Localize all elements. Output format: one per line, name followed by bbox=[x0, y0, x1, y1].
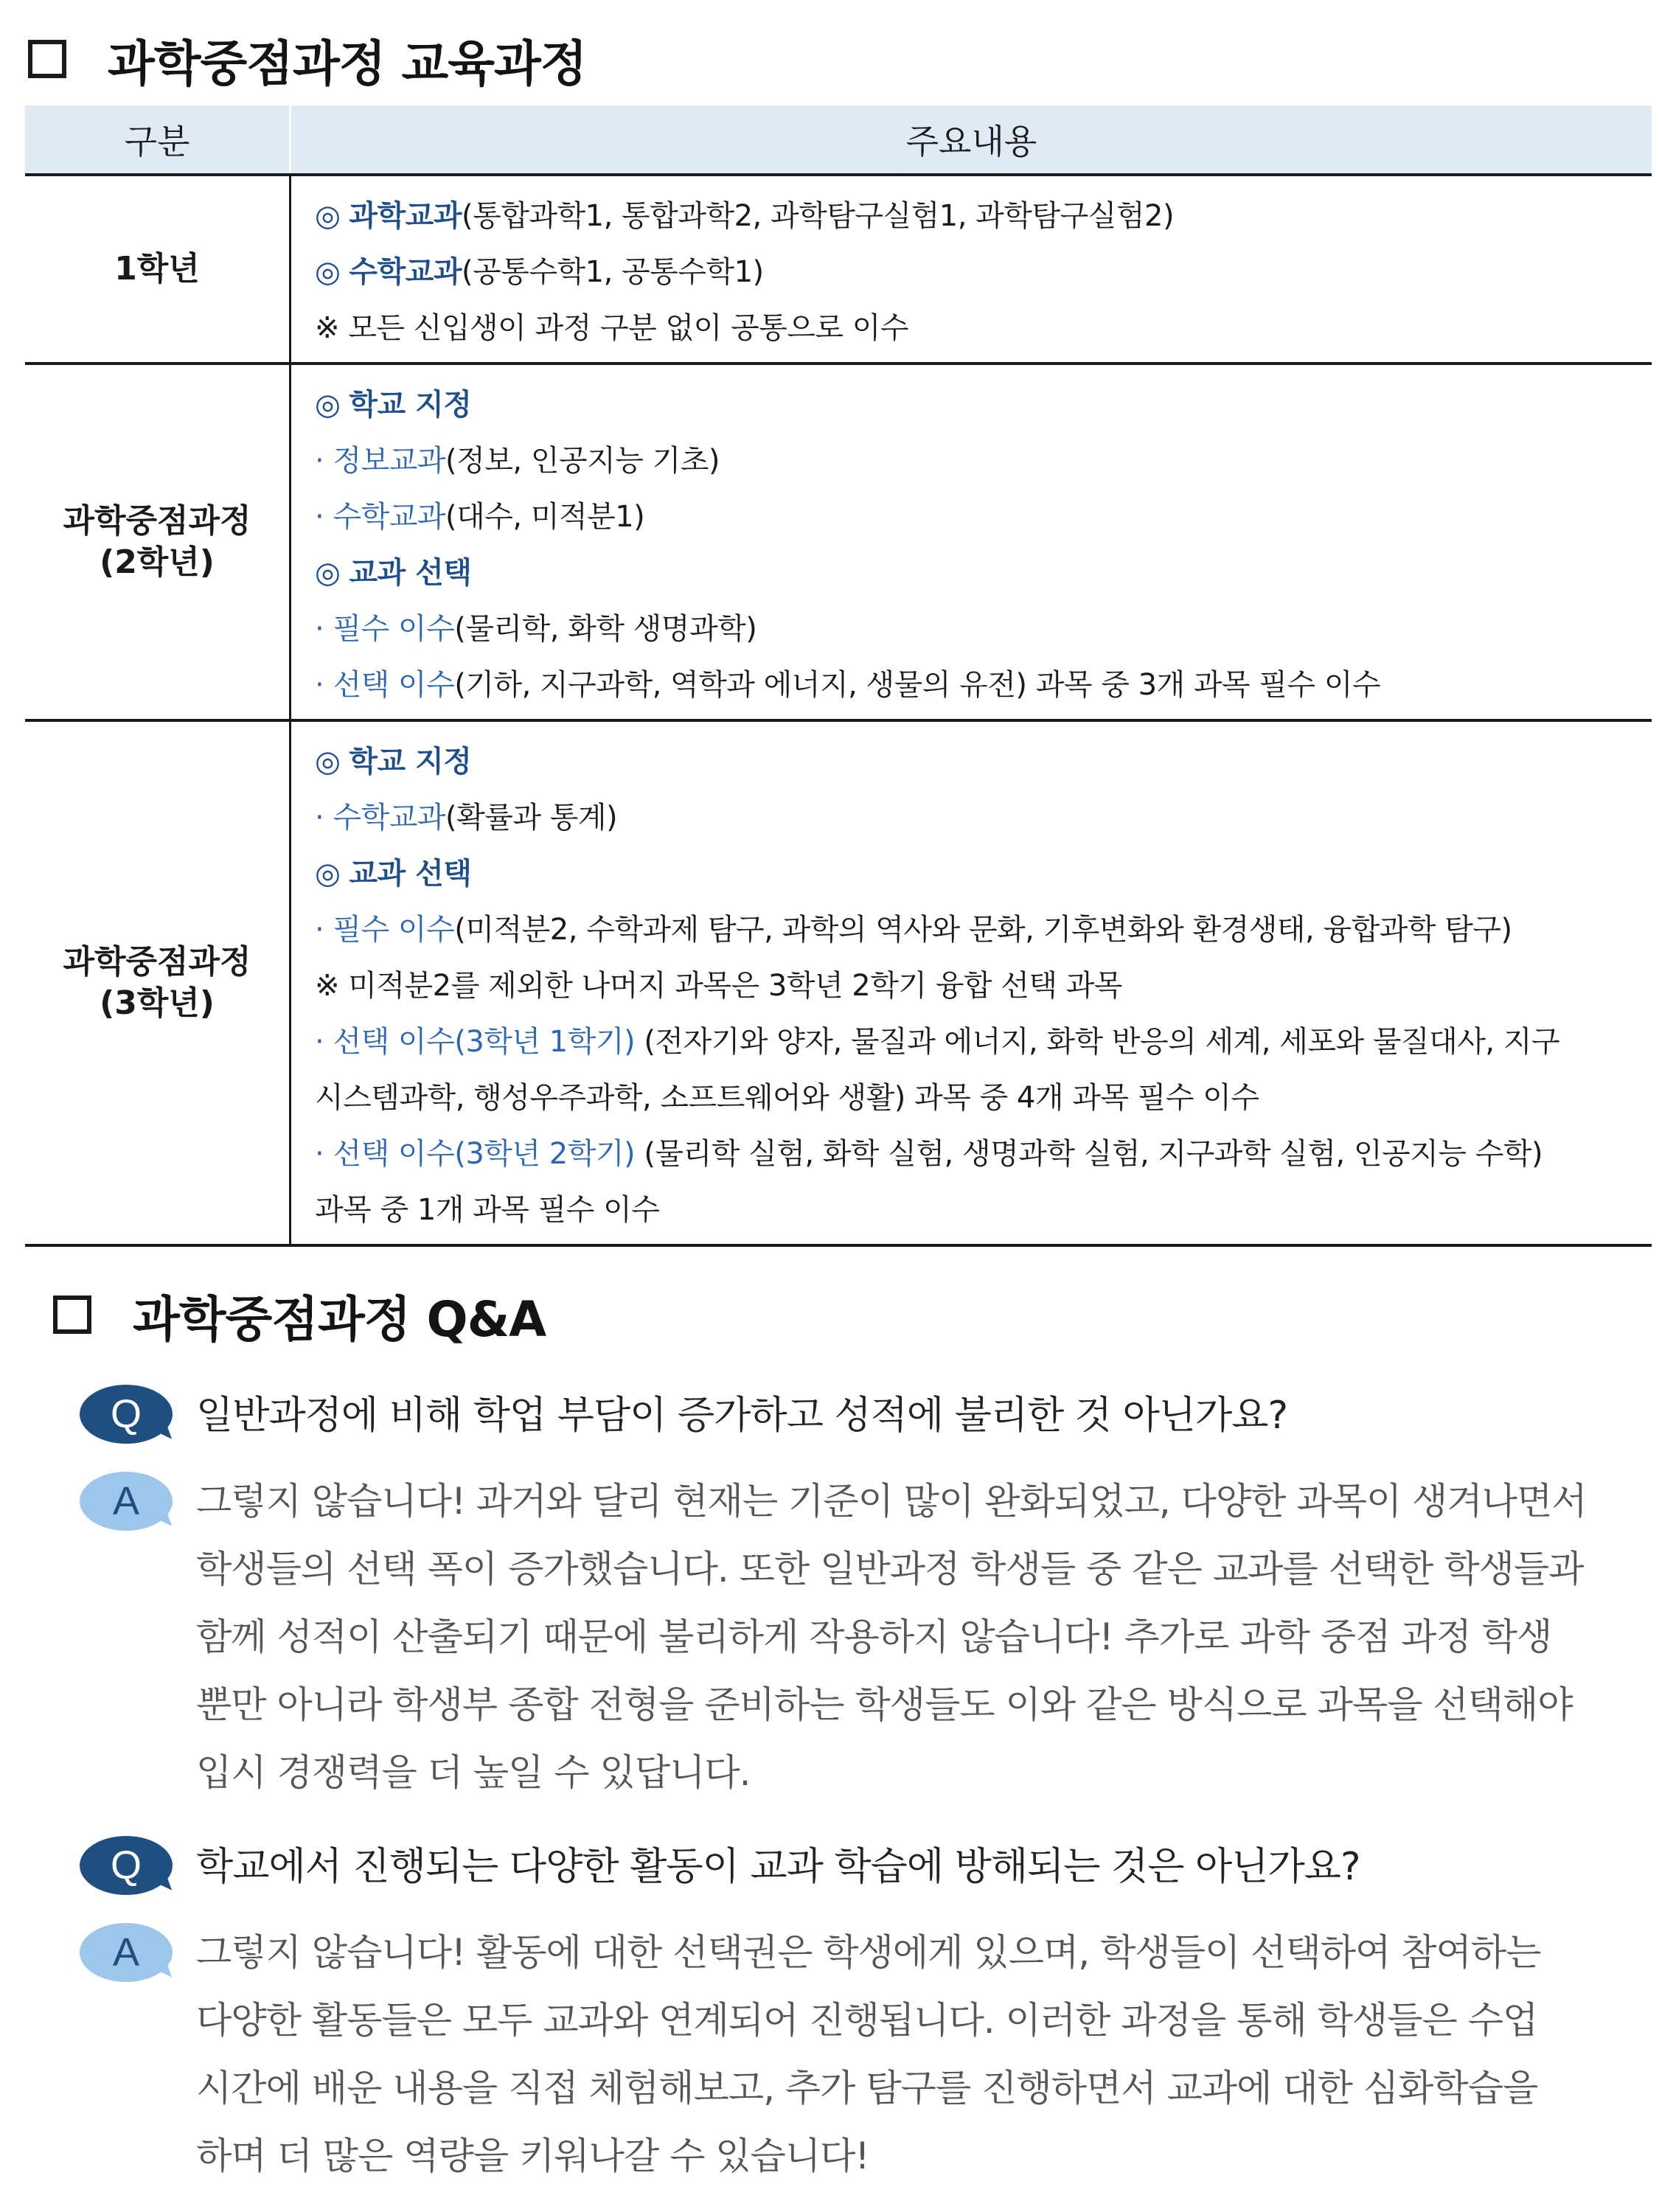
row-content bbox=[291, 364, 1652, 720]
content-line: ◎ 학교 지정 bbox=[315, 388, 472, 422]
section-title-text: 과학중점과정 Q&A bbox=[133, 1290, 546, 1348]
note-line: ※ 모든 신입생이 과정 구분 없이 공통으로 이수 bbox=[315, 311, 909, 345]
category-line: 1학년 bbox=[114, 250, 200, 288]
answer-line: 함께 성적이 산출되기 때문에 불리하게 작용하지 않습니다! 추가로 과학 중점 과정 학생 bbox=[196, 1615, 1552, 1658]
answer-bubble-icon: A bbox=[80, 1472, 173, 1531]
question-text: 일반과정에 비해 학업 부담이 증가하고 성적에 불리한 것 아닌가요? bbox=[196, 1394, 1288, 1438]
answer-line: 그렇지 않습니다! 활동에 대한 선택권은 학생에게 있으며, 학생들이 선택하여 참여하는 bbox=[196, 1931, 1541, 1974]
table-header-row bbox=[25, 105, 1652, 175]
content-line: · 선택 이수(기하, 지구과학, 역학과 에너지, 생물의 유전) 과목 중 3개 과목 필수 이수 bbox=[315, 668, 1381, 702]
answer-line: 다양한 활동들은 모두 교과와 연계되어 진행됩니다. 이러한 과정을 통해 학생들은 수업 bbox=[196, 1999, 1538, 2042]
content-line: · 수학교과(확률과 통계) bbox=[315, 801, 618, 835]
row-category bbox=[25, 364, 291, 720]
answer-text bbox=[196, 1919, 1628, 2190]
table-row bbox=[25, 720, 1652, 1245]
content-line: 과목 중 1개 과목 필수 이수 bbox=[315, 1193, 660, 1227]
table-row bbox=[25, 175, 1652, 364]
answer-row bbox=[80, 1467, 1628, 1806]
checkbox-square-icon bbox=[28, 40, 66, 78]
answer-row bbox=[80, 1919, 1628, 2190]
content-line: ◎ 과학교과(통합과학1, 통합과학2, 과학탐구실험1, 과학탐구실험2) bbox=[315, 199, 1175, 233]
content-line: · 선택 이수(3학년 1학기) (전자기와 양자, 물질과 에너지, 화학 반응의 세계, 세포와 물질대사, 지구 bbox=[315, 1025, 1560, 1059]
content-line: ◎ 교과 선택 bbox=[315, 556, 472, 590]
checkbox-square-icon bbox=[53, 1295, 91, 1334]
answer-line: 입시 경쟁력을 더 높일 수 있답니다. bbox=[196, 1751, 751, 1794]
qa-item bbox=[80, 1385, 1628, 1806]
row-category bbox=[25, 720, 291, 1245]
answer-text bbox=[196, 1467, 1628, 1806]
qa-item bbox=[80, 1836, 1628, 2190]
question-row bbox=[80, 1836, 1628, 1898]
row-category bbox=[25, 175, 291, 364]
category-line: (3학년) bbox=[100, 984, 215, 1022]
answer-line: 하며 더 많은 역량을 키워나갈 수 있습니다! bbox=[196, 2135, 869, 2177]
question-bubble-icon: Q bbox=[80, 1836, 173, 1895]
content-line: · 필수 이수(물리학, 화학 생명과학) bbox=[315, 612, 757, 646]
answer-line: 시간에 배운 내용을 직접 체험해보고, 추가 탐구를 진행하면서 교과에 대한 심화학습을 bbox=[196, 2067, 1538, 2110]
note-line: ※ 미적분2를 제외한 나머지 과목은 3학년 2학기 융합 선택 과목 bbox=[315, 969, 1123, 1003]
row-content bbox=[291, 175, 1652, 364]
answer-line: 학생들의 선택 폭이 증가했습니다. 또한 일반과정 학생들 중 같은 교과를 선택한 학생들과 bbox=[196, 1548, 1584, 1590]
question-row bbox=[80, 1385, 1628, 1447]
row-content bbox=[291, 720, 1652, 1245]
curriculum-table bbox=[25, 105, 1652, 1247]
category-line: 과학중점과정 bbox=[63, 943, 251, 981]
question-text: 학교에서 진행되는 다양한 활동이 교과 학습에 방해되는 것은 아닌가요? bbox=[196, 1845, 1360, 1889]
content-line: ◎ 수학교과(공통수학1, 공통수학1) bbox=[315, 255, 764, 289]
content-line: · 필수 이수(미적분2, 수학과제 탐구, 과학의 역사와 문화, 기후변화와 환경생태, 융합과학 탐구) bbox=[315, 913, 1512, 947]
category-line: (2학년) bbox=[100, 543, 215, 581]
content-line: ◎ 학교 지정 bbox=[315, 745, 472, 779]
content-line: · 정보교과(정보, 인공지능 기초) bbox=[315, 444, 720, 478]
answer-line: 그렇지 않습니다! 과거와 달리 현재는 기준이 많이 완화되었고, 다양한 과목이 생겨나면서 bbox=[196, 1480, 1587, 1523]
answer-bubble-icon: A bbox=[80, 1923, 173, 1982]
content-line: · 선택 이수(3학년 2학기) (물리학 실험, 화학 실험, 생명과학 실험, 지구과학 실험, 인공지능 수학) bbox=[315, 1137, 1543, 1171]
table-row bbox=[25, 364, 1652, 720]
section-title-text: 과학중점과정 교육과정 bbox=[108, 35, 587, 92]
column-header-category: 구분 bbox=[25, 105, 291, 175]
section-title-qa bbox=[53, 1281, 546, 1348]
answer-line: 뿐만 아니라 학생부 종합 전형을 준비하는 학생들도 이와 같은 방식으로 과목을 선택해야 bbox=[196, 1683, 1573, 1726]
content-line: 시스템과학, 행성우주과학, 소프트웨어와 생활) 과목 중 4개 과목 필수 이수 bbox=[315, 1081, 1259, 1115]
section-title-curriculum bbox=[28, 29, 587, 92]
question-bubble-icon: Q bbox=[80, 1385, 173, 1444]
content-line: · 수학교과(대수, 미적분1) bbox=[315, 500, 645, 534]
content-line: ◎ 교과 선택 bbox=[315, 857, 472, 891]
category-line: 과학중점과정 bbox=[63, 502, 251, 540]
column-header-content: 주요내용 bbox=[291, 105, 1652, 175]
